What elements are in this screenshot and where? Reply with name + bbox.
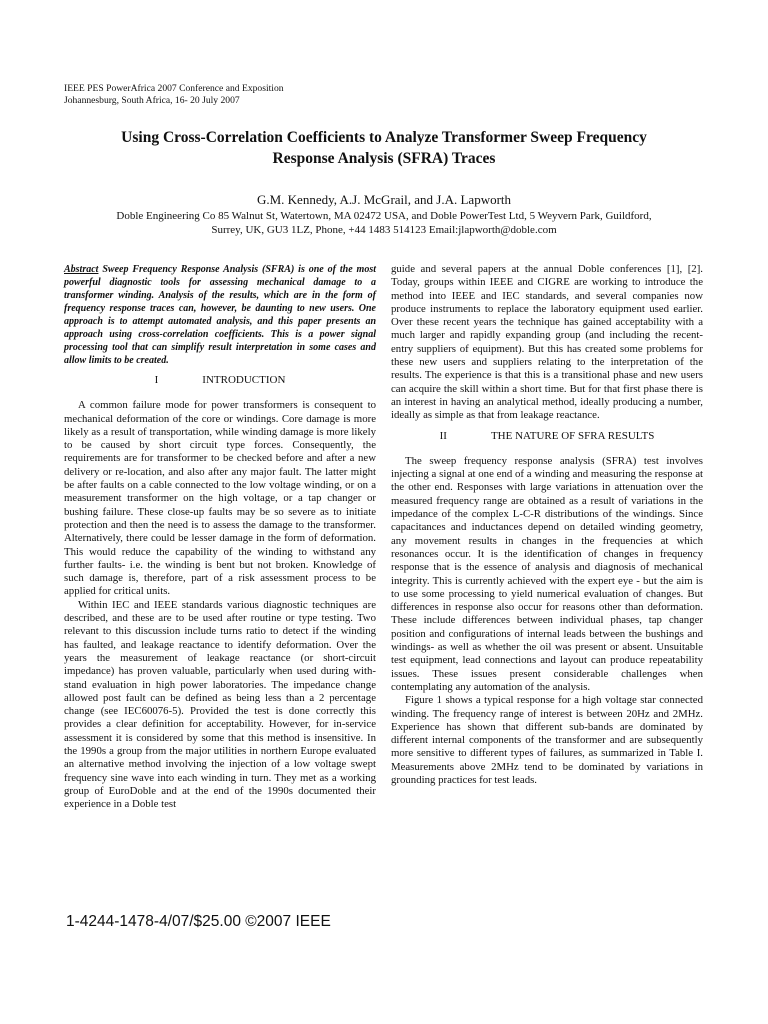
paragraph: A common failure mode for power transformers is consequent to mechanical deformation of the core or windings. Core damage is more likely as a result of transportation, while winding damage is more likely to be caused by short circuit type forces. Consequently, the requirements are for transformer to be checked before and after a new delivery or re-location, and also after any major fault. The latter might be after faults on a cable connected to the low voltage winding, or on a measurement transformer on the high voltage, or a tap changer or bushing failure. These close-up faults may be so severe as to initiate protection and then the need is to assess the damage to the transformer. Alternatively, there could be lesser damage in the form of deformation. This would reduce the capability of the winding to withstand any further faults- i.e. the winding is bent but not broken. Knowledge of such damage is, therefore, part of a risk assessment process to be applied for critical units. xyxy=(64,399,376,598)
paper-title-line-2: Response Analysis (SFRA) Traces xyxy=(272,150,496,167)
conference-location: Johannesburg, South Africa, 16- 20 July 2007 xyxy=(64,95,240,106)
paragraph: Figure 1 shows a typical response for a high voltage star connected winding. The frequency range of interest is between 20Hz and 2MHz. Experience has shown that different sub-bands are dominated by different internal components of the transformer and are subsequently more sensitive to different types of failures, as summarized in Table I. Measurements above 2MHz tend to be dominated by variations in grounding practices for test leads. xyxy=(391,694,703,786)
section-title: INTRODUCTION xyxy=(202,374,286,386)
paragraph: guide and several papers at the annual Doble conferences [1], [2]. Today, groups within IEEE and CIGRE are working to introduce the method into IEEE and IEC standards, and several companies now produce instruments to replace the laboratory equipment used earlier. Over these recent years the technique has gained acceptability with a much larger and rapidly expanding group (and including the recent-entry suppliers of equipment). But this has created some problems for these new users and suppliers relating to the interpretation of the results. The experience is that this is a transitional phase and new users can acquire the skill within a short time. But for that first phase there is an interest in having an analytical method, ideally producing a number, ideally as simple as that from leakage reactance. xyxy=(391,263,703,422)
paragraph: Within IEC and IEEE standards various diagnostic techniques are described, and these are to be used after routine or type testing. Two relevant to this discussion include turns ratio to detect if the winding has faulted, and leakage reactance to identify deformation. Over the years the measurement of leakage reactance (or short-circuit impedance) has proven valuable, particularly when used during with-stand evaluation in high power laboratories. The impedance change allowed post fault can be defined as being less than a 2 percentage change (see IEC60076-5). Provided the test is done correctly this provides a clear definition for acceptability. However, for in-service assessment it is considered by some that this method is insensitive. In the 1990s a group from the major utilities in northern Europe evaluated an alternative method involving the injection of a low voltage swept frequency sine wave into each winding in turn. They met as a working group of EuroDoble and at the end of the 1990s documented their experience in a Doble test xyxy=(64,598,376,811)
left-column xyxy=(64,263,376,812)
abstract-text: Sweep Frequency Response Analysis (SFRA) is one of the most powerful diagnostic tools for assessing mechanical damage to a transformer winding. Analysis of the results, which are in the form of frequency response traces can, however, be daunting to new users. One approach is to attempt automated analysis, and this paper presents an approach using cross-correlation coefficients. This is a power signal processing tool that can simplify result interpretation in some cases and allow limits to be created. xyxy=(64,264,376,366)
abstract xyxy=(64,263,376,367)
abstract-label: Abstract xyxy=(64,264,99,275)
section-number: I xyxy=(154,374,159,386)
section-title: THE NATURE OF SFRA RESULTS xyxy=(490,429,655,442)
affiliation-line-2: Surrey, UK, GU3 1LZ, Phone, +44 1483 514123 Email:jlapworth@doble.com xyxy=(211,224,557,236)
conference-header xyxy=(64,83,284,107)
copyright-footer: 1-4244-1478-4/07/$25.00 ©2007 IEEE xyxy=(66,913,331,930)
section-heading-nature-of-sfra xyxy=(391,430,703,443)
paper-title-line-1: Using Cross-Correlation Coefficients to Analyze Transformer Sweep Frequency xyxy=(121,129,647,146)
section-heading-introduction xyxy=(64,374,376,387)
authors: G.M. Kennedy, A.J. McGrail, and J.A. Lapworth xyxy=(256,192,512,207)
paragraph: The sweep frequency response analysis (SFRA) test involves injecting a signal at one end of a winding and measuring the response at the other end. Responses with large variations in attenuation over the measured frequency range are obtained as a result of variations in the impedance of the complex L-C-R distributions of the windings. Since capacitances and inductances depend on detailed winding geometry, any movement results in changes in the frequencies at which resonances occur. It is the identification of changes in frequency response that is the essence of analysis and diagnosis of mechanical integrity. This is currently achieved with the expert eye - but the aim is to use some processing to yield numerical evaluation of changes. But differences in response also occur for reasons other than deformation. These include differences between individual phases, tap changer position and configurations of internal leads between the bushings and windings- as well as whether the oil was present or absent. Unsuitable test equipment, lead connections and layout can produce repeatability issues. These issues present considerable challenges when contemplating any automation of the analysis. xyxy=(391,454,703,693)
paper-title xyxy=(40,127,728,169)
conference-name: IEEE PES PowerAfrica 2007 Conference and Exposition xyxy=(64,83,284,94)
affiliation xyxy=(70,209,698,237)
right-column xyxy=(391,263,703,787)
affiliation-line-1: Doble Engineering Co 85 Walnut St, Watertown, MA 02472 USA, and Doble PowerTest Ltd, 5 Weyvern Park, Guildford, xyxy=(116,210,652,222)
section-number: II xyxy=(439,429,447,442)
